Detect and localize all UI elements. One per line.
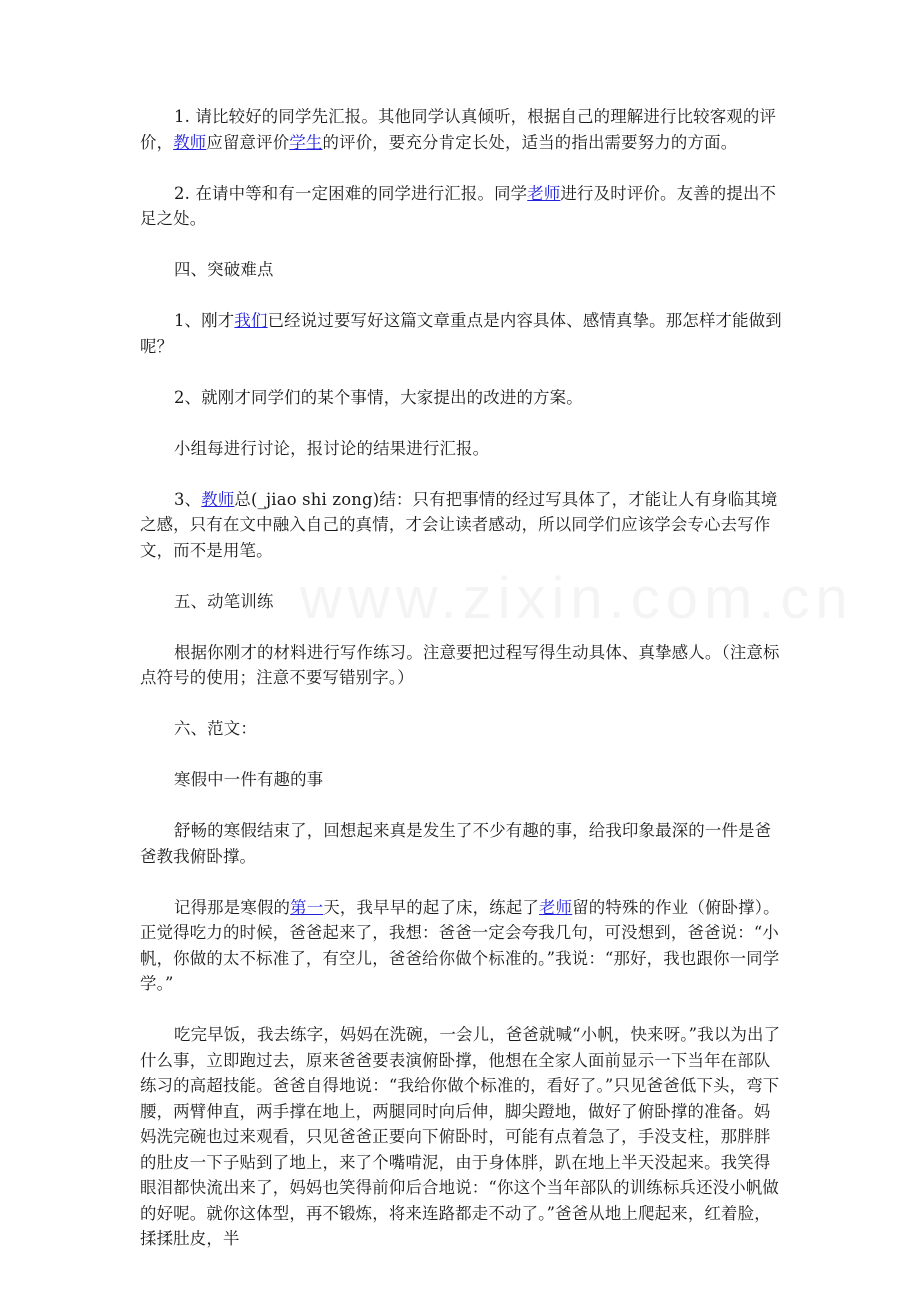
paragraph-text: 已经说过要写好这篇文章重点是内容具体、感情真挚。那怎样才能做到呢？ [140,311,782,356]
paragraph-text: 吃完早饭，我去练字，妈妈在洗碗，一会儿，爸爸就喊“小帆，快来呀。”我以为出了什么事，立即跑过去，原来爸爸要表演俯卧撑，他想在全家人面前显示一下当年在部队练习的高超技能。爸爸自得地说：“我给你做个标准的，看好了。”只见爸爸低下头，弯下腰，两臂伸直，两手撑在地上，两腿同时向后伸，脚尖蹬地，做好了俯卧撑的准备。妈妈洗完碗也过来观看，只见爸爸正要向下俯卧时，可能有点着急了，手没支柱，那胖胖的肚皮一下子贴到了地上，来了个嘴啃泥，由于身体胖，趴在地上半天没起来。我笑得眼泪都快流出来了，妈妈也笑得前仰后合地说：“你这个当年部队的训练标兵还没小帆做的好呢。就你这体型，再不锻炼，将来连路都走不动了。”爸爸从地上爬起来，红着脸，揉揉肚皮，半 [140,1025,781,1248]
paragraph [140,308,786,359]
inline-link[interactable]: 老师 [539,897,573,917]
paragraph [140,818,786,869]
paragraph [140,589,786,615]
paragraph-text: 六、范文： [174,719,257,738]
paragraph-text: 天，我早早的起了床，练起了 [323,897,540,917]
paragraph-text: 2、就刚才同学们的某个事情，大家提出的改进的方案。 [174,387,583,407]
paragraph-text: 记得那是寒假的 [174,897,291,917]
paragraph [140,385,786,411]
paragraph-text: 五、动笔训练 [174,591,274,611]
paragraph-text: 应留意评价 [206,132,290,152]
paragraph [140,716,786,742]
paragraph-text: 进行及时评价。友善的提出不足之处。 [140,183,777,228]
paragraph-text: 3、 [174,489,202,509]
paragraph-text: 1. 请比较好的同学先汇报。其他同学认真倾听，根据自己的理解进行比较客观的评价， [140,107,777,152]
paragraph-text: 小组每进行讨论，报讨论的结果进行汇报。 [174,438,490,458]
paragraph [140,436,786,462]
paragraph [140,257,786,283]
paragraph [140,181,786,232]
paragraph [140,895,786,997]
inline-link[interactable]: 学生 [289,132,323,152]
paragraph [140,487,786,564]
paragraph [140,104,786,155]
inline-link[interactable]: 教师 [201,489,235,509]
paragraph [140,640,786,691]
inline-link[interactable]: 我们 [234,311,268,330]
paragraph [140,1022,786,1252]
paragraph-text: 四、突破难点 [174,260,274,279]
paragraph-text: 寒假中一件有趣的事 [174,770,324,789]
document-body [140,104,786,1277]
paragraph-text: 舒畅的寒假结束了，回想起来真是发生了不少有趣的事，给我印象最深的一件是爸爸教我俯卧撑。 [140,821,772,866]
paragraph-text: 的评价，要充分肯定长处，适当的指出需要努力的方面。 [322,132,738,152]
paragraph-text: 留的特殊的作业（俯卧撑）。正觉得吃力的时候，爸爸起来了，我想：爸爸一定会夸我几句，可没想到，爸爸说：“小帆，你做的太不标准了，有空儿，爸爸给你做个标准的。”我说：“那好，我也跟你一同学学。” [140,897,780,993]
inline-link[interactable]: 第一 [290,897,324,917]
inline-link[interactable]: 老师 [527,183,561,203]
inline-link[interactable]: 教师 [173,132,207,152]
paragraph-text: 根据你刚才的材料进行写作练习。注意要把过程写得生动具体、真挚感人。（注意标点符号的使用；注意不要写错别字。） [140,642,780,687]
paragraph-text: 2. 在请中等和有一定困难的同学进行汇报。同学 [174,183,528,203]
paragraph-text: 1、刚才 [174,311,235,330]
paragraph [140,767,786,793]
paragraph-text: 总(_jiao shi zong)结：只有把事情的经过写具体了，才能让人有身临其境之感，只有在文中融入自己的真情，才会让读者感动，所以同学们应该学会专心去写作文，而不是用笔。 [140,489,778,560]
